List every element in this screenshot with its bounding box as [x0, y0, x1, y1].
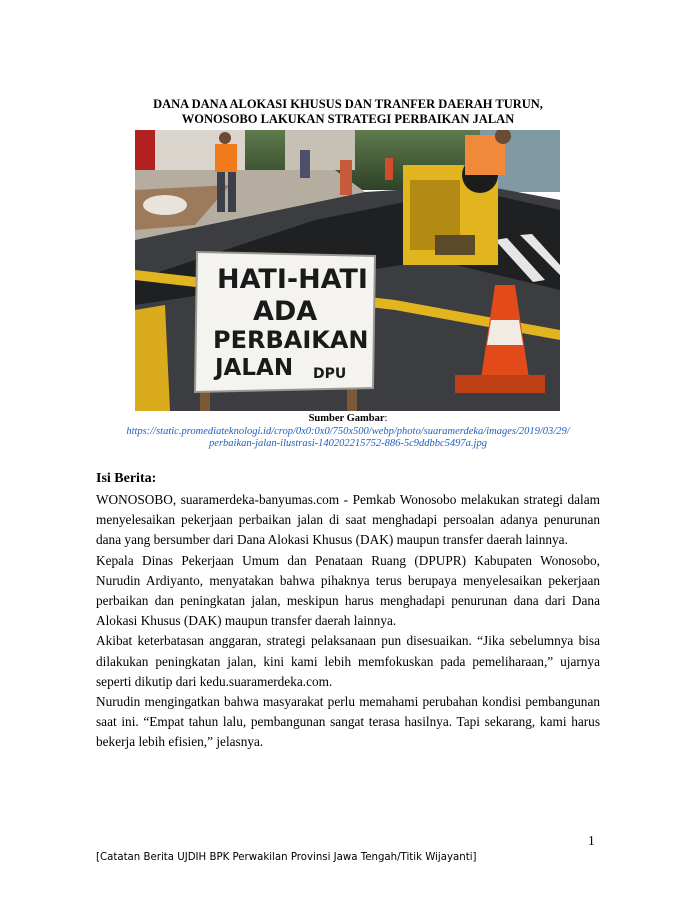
caption-url-line-1[interactable]: https://static.promediateknologi.id/crop/0x0:0x0/750x500/webp/photo/suaramerdeka/images/2019/03/29/: [126, 425, 570, 437]
page-footer: [Catatan Berita UJDIH BPK Perwakilan Provinsi Jawa Tengah/Titik Wijayanti]: [96, 852, 477, 863]
caption-url-line-2[interactable]: perbaikan-jalan-ilustrasi-140202215752-886-5c9ddbbc5497a.jpg: [209, 438, 487, 449]
road-repair-photo: [135, 130, 560, 411]
image-caption: [96, 413, 600, 451]
sign-text-line-1: HATI-HATI: [217, 264, 368, 295]
paragraph-4: Nurudin mengingatkan bahwa masyarakat perlu memahami perubahan kondisi pembangunan saat ini. “Empat tahun lalu, pembangunan sangat terasa hasilnya. Tapi sekarang, kami harus bekerja lebih efisien,” jelasnya.: [96, 694, 600, 750]
sign-text-line-2: ADA: [253, 296, 318, 327]
section-heading: Isi Berita:: [96, 471, 157, 486]
caption-colon: :: [384, 413, 388, 424]
warning-sign: [195, 252, 375, 392]
page-title-line-1: DANA DANA ALOKASI KHUSUS DAN TRANFER DAERAH TURUN,: [153, 97, 543, 111]
sign-text-line-4: JALAN: [215, 355, 294, 381]
paragraph-2: Kepala Dinas Pekerjaan Umum dan Penataan Ruang (DPUPR) Kabupaten Wonosobo, Nurudin Ardiyanto, menyatakan bahwa pihaknya terus berupaya menyelesaikan pekerjaan perbaikan dan peningkatan jalan, meskipun harus menghadapi penurunan dana dari Dana Alokasi Khusus (DAK) maupun transfer daerah lainnya.: [96, 552, 600, 629]
paragraph-3: Akibat keterbatasan anggaran, strategi pelaksanaan pun disesuaikan. “Jika sebelumnya bisa dilakukan peningkatan jalan, kini kami lebih memfokuskan pada pemeliharaan,” ujarnya seperti dikutip dari kedu.suaramerdeka.com.: [96, 633, 600, 689]
sign-text-dpu: DPU: [313, 366, 347, 382]
page-title-line-2: WONOSOBO LAKUKAN STRATEGI PERBAIKAN JALAN: [181, 112, 515, 126]
page-number: 1: [588, 833, 595, 848]
sign-text-line-3: PERBAIKAN: [213, 326, 369, 354]
page-title: [96, 97, 600, 127]
caption-label: Sumber Gambar: [308, 413, 385, 424]
article-body: [96, 490, 600, 753]
paragraph-1: WONOSOBO, suaramerdeka-banyumas.com - Pemkab Wonosobo melakukan strategi dalam menyelesaikan pekerjaan perbaikan jalan di saat menghadapi persoalan adanya penurunan dana yang bersumber dari Dana Alokasi Khusus (DAK) maupun transfer daerah lainnya.: [96, 492, 600, 548]
